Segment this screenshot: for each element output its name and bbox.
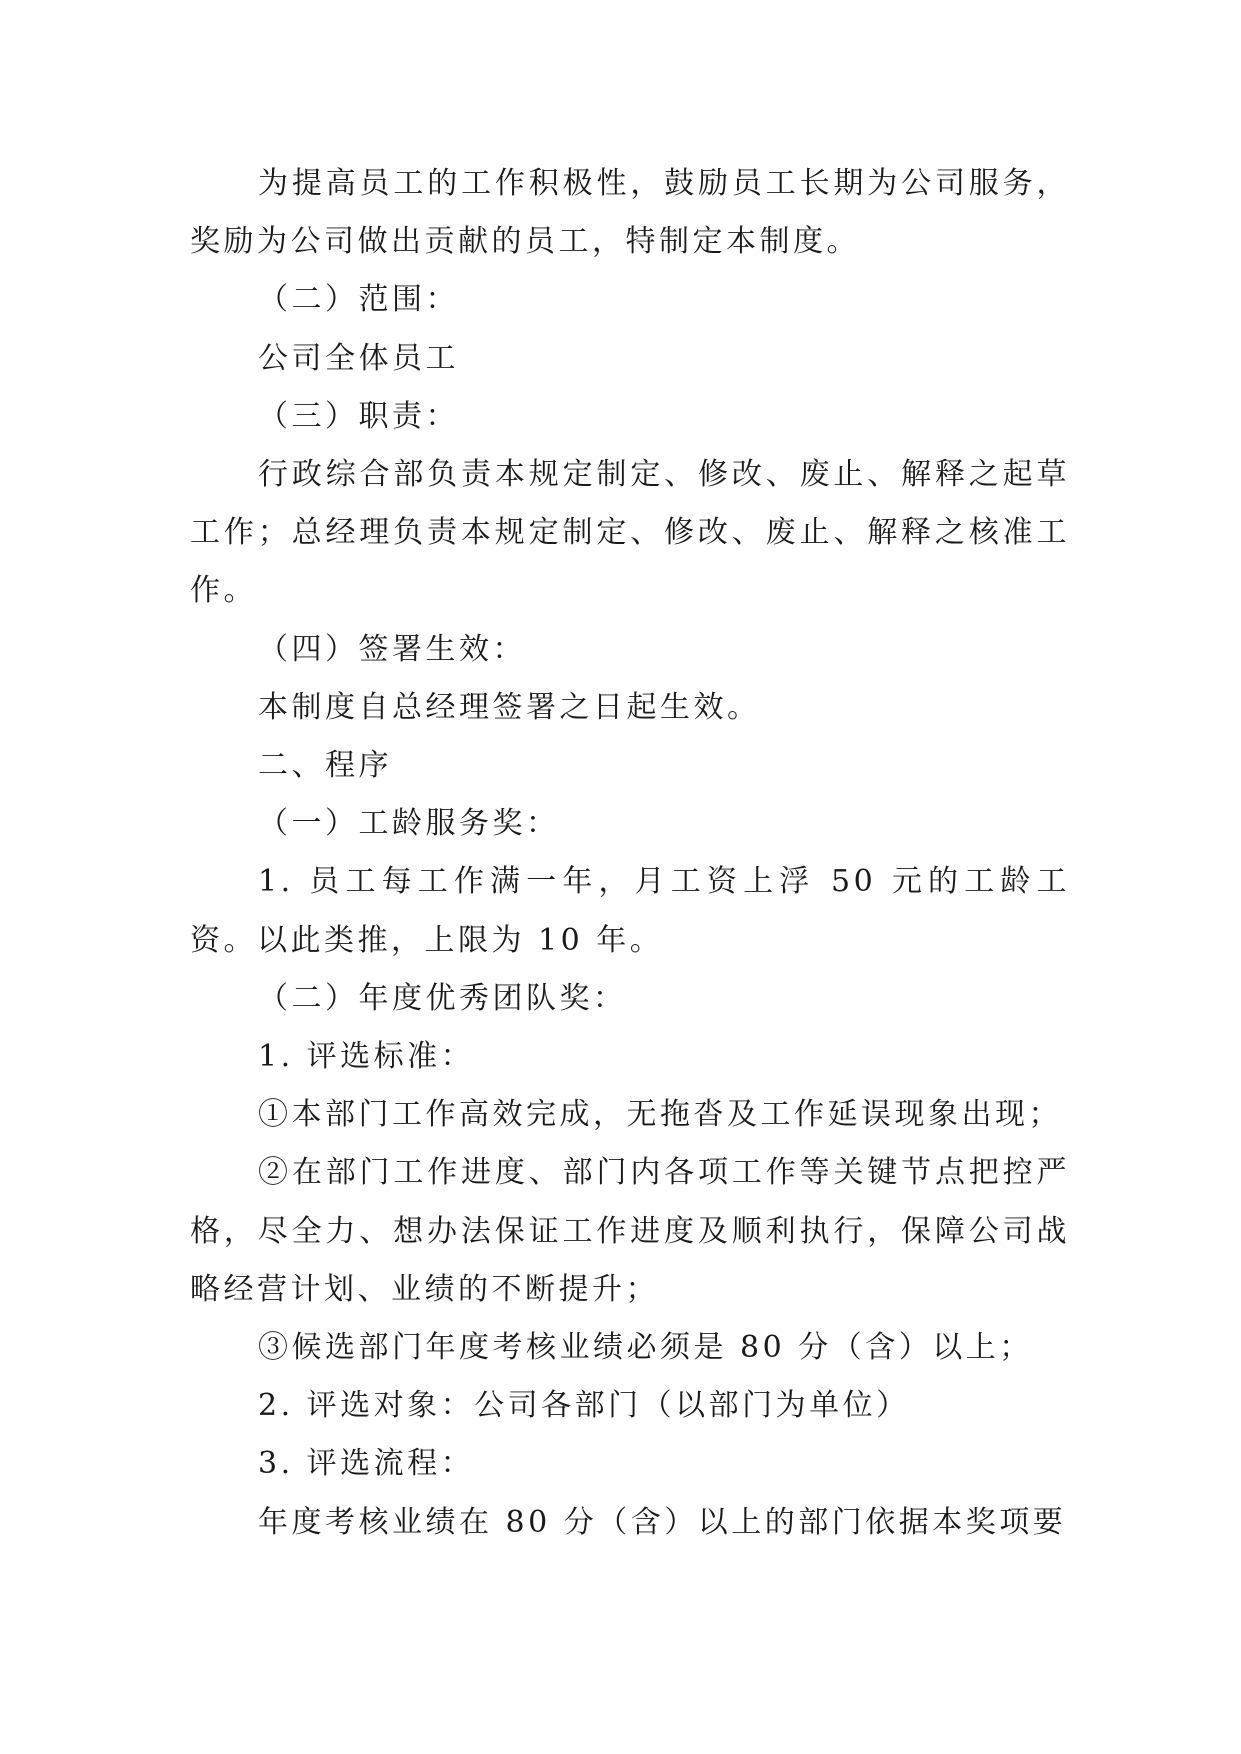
paragraph-seniority-rule: 1. 员工每工作满一年，月工资上浮 50 元的工龄工资。以此类推，上限为 10 年。 — [190, 864, 1070, 958]
paragraph-selection-target: 2. 评选对象：公司各部门（以部门为单位） — [258, 1388, 910, 1424]
heading-seniority-award: （一）工龄服务奖： — [258, 806, 560, 842]
criteria-item-1: ①本部门工作高效完成，无拖沓及工作延误现象出现； — [258, 1097, 1062, 1133]
paragraph-purpose: 为提高员工的工作积极性，鼓励员工长期为公司服务，奖励为公司做出贡献的员工，特制定本制度。 — [190, 166, 1070, 260]
heading-responsibility: （三）职责： — [258, 398, 459, 434]
heading-effective: （四）签署生效： — [258, 631, 526, 667]
heading-criteria: 1. 评选标准： — [258, 1039, 475, 1075]
document-body — [190, 155, 1070, 1552]
paragraph-scope: 公司全体员工 — [258, 340, 459, 376]
criteria-item-3: ③候选部门年度考核业绩必须是 80 分（含）以上； — [258, 1330, 1033, 1366]
heading-selection-process: 3. 评选流程： — [258, 1446, 475, 1482]
heading-scope: （二）范围： — [258, 282, 459, 318]
paragraph-responsibility: 行政综合部负责本规定制定、修改、废止、解释之起草工作；总经理负责本规定制定、修改、废止、解释之核准工作。 — [190, 457, 1070, 609]
paragraph-effective: 本制度自总经理签署之日起生效。 — [258, 689, 761, 725]
criteria-item-2: ②在部门工作进度、部门内各项工作等关键节点把控严格，尽全力、想办法保证工作进度及顺利执行，保障公司战略经营计划、业绩的不断提升； — [190, 1155, 1070, 1307]
heading-procedure: 二、程序 — [258, 748, 392, 784]
paragraph-selection-process: 年度考核业绩在 80 分（含）以上的部门依据本奖项要 — [258, 1504, 1067, 1540]
heading-team-award: （二）年度优秀团队奖： — [258, 980, 627, 1016]
